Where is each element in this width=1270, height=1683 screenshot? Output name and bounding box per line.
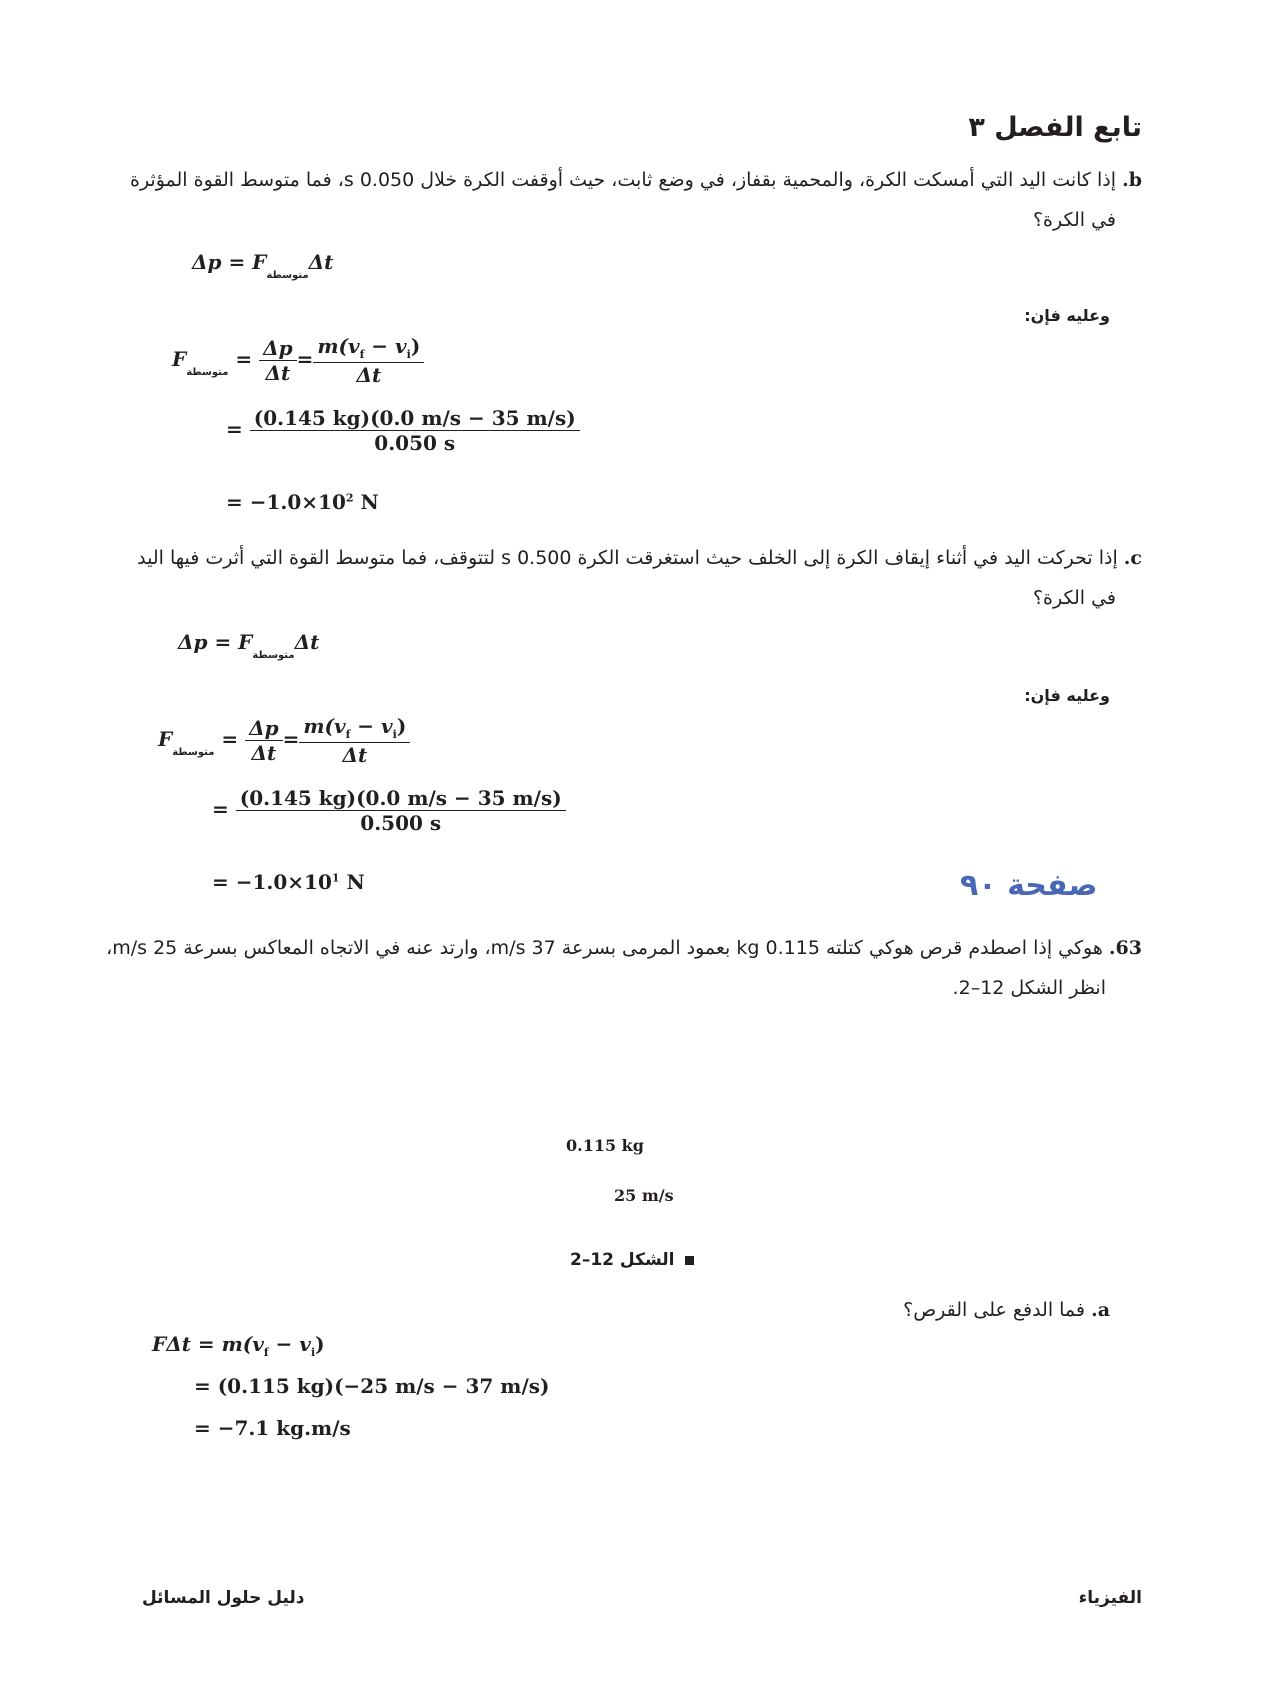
- part-c-result-unit: N: [339, 870, 365, 894]
- part-a-eq1-sub-f: f: [263, 1346, 269, 1359]
- part-b-fraction-dp-dt: [259, 336, 297, 385]
- part-b-frac2-num: m(v: [317, 334, 360, 358]
- part-b-frac2-den: Δt: [356, 363, 382, 387]
- problem-63-question: [102, 928, 1142, 1008]
- part-b-eq1-rhs: Δt: [308, 250, 334, 274]
- part-a-eq1-mid: − v: [268, 1332, 311, 1356]
- part-c-result-exp: 1: [331, 871, 340, 885]
- part-a-eq1-end: ): [315, 1332, 325, 1356]
- part-c-substitution-fraction: [236, 786, 566, 835]
- problem-63-number: 63.: [1108, 937, 1142, 959]
- part-c-momentum-equation: [178, 630, 320, 661]
- part-c-question-line2: في الكرة؟: [1032, 587, 1116, 609]
- figure-mass-label: 0.115 kg: [566, 1136, 644, 1155]
- part-c-frac2-num: m(v: [303, 714, 346, 738]
- part-b-question-line2: في الكرة؟: [1032, 209, 1116, 231]
- part-a-letter: a.: [1091, 1299, 1110, 1321]
- part-b-therefore: وعليه فإن:: [1024, 306, 1110, 325]
- part-c-eq1-rhs: Δt: [294, 630, 320, 654]
- part-c-frac2-den: Δt: [342, 743, 368, 767]
- part-c-eq2-F: F: [158, 727, 173, 751]
- part-b-eq1-lhs: Δp = F: [192, 250, 267, 274]
- part-b-substitution-fraction: [250, 406, 580, 455]
- part-b-eq2-F: F: [172, 347, 187, 371]
- part-b-frac1-den: Δt: [265, 361, 291, 385]
- part-c-frac2-end: ): [396, 714, 407, 738]
- part-c-frac2-mid: − v: [350, 714, 393, 738]
- part-c-therefore: وعليه فإن:: [1024, 686, 1110, 705]
- part-a-eq1: FΔt = m(v: [152, 1332, 264, 1356]
- part-b-result-exp: 2: [345, 491, 354, 505]
- part-c-result-value: = −1.0×10: [212, 870, 332, 894]
- part-b-frac2-mid: − v: [364, 334, 407, 358]
- part-b-eq3-num: (0.145 kg)(0.0 m/s − 35 m/s): [250, 406, 580, 431]
- part-c-eq3-den: 0.500 s: [360, 811, 442, 835]
- caption-square-icon: [685, 1256, 694, 1265]
- part-c-result: [212, 870, 365, 894]
- part-b-question: [117, 160, 1142, 240]
- part-c-question-line1: إذا تحركت اليد في أثناء إيقاف الكرة إلى الخلف حيث استغرقت الكرة 0.500 s لتتوقف، فما متوسط القوة التي أثرت فيها اليد: [137, 547, 1118, 569]
- part-c-frac2-sub-f: f: [345, 728, 351, 741]
- part-c-substitution: = $\frac{(0.145 kg)(0.0 m/s - 35 m/s)}{0.500 s}$: [212, 786, 566, 835]
- part-c-question: [117, 538, 1142, 618]
- part-b-eq2-sub: متوسطة: [186, 367, 229, 378]
- part-b-frac1-num: Δp: [263, 336, 293, 360]
- part-c-eq3-num: (0.145 kg)(0.0 m/s − 35 m/s): [236, 786, 566, 811]
- part-b-frac2-sub-i: i: [406, 348, 411, 361]
- part-a-question: [710, 1290, 1110, 1330]
- part-b-eq1-sub: متوسطة: [266, 270, 309, 281]
- part-b-question-line1: إذا كانت اليد التي أمسكت الكرة، والمحمية بقفاز، في وضع ثابت، حيث أوقفت الكرة خلال 0.050 s، فما متوسط القوة المؤثرة: [129, 169, 1117, 191]
- part-b-frac2-sub-f: f: [359, 348, 365, 361]
- part-a-impulse-equation: [152, 1332, 325, 1359]
- part-b-force-equation: $F_{متوسطة}$ = $\frac{\Delta p}{\Delta t}$ = $\frac{m(v_f - v_i)}{\Delta t}$: [172, 334, 424, 387]
- part-b-fraction-m-dv: [313, 334, 424, 387]
- part-b-result: [226, 490, 379, 514]
- footer-guide-title: دليل حلول المسائل: [142, 1588, 305, 1608]
- problem-63-line1: هوكي إذا اصطدم قرص هوكي كتلته 0.115 kg بعمود المرمى بسرعة 37 m/s، وارتد عنه في الاتجاه المعاكس بسرعة 25 m/s،: [106, 937, 1103, 959]
- chapter-header: تابع الفصل ٣: [968, 112, 1142, 143]
- part-b-substitution: = $\frac{(0.145 kg)(0.0 m/s - 35 m/s)}{0.050 s}$: [226, 406, 580, 455]
- part-c-letter: c.: [1123, 547, 1142, 569]
- part-b-eq3-den: 0.050 s: [374, 431, 456, 455]
- part-a-substitution: = (0.115 kg)(−25 m/s − 37 m/s): [194, 1374, 550, 1398]
- figure-caption-text: الشكل 12–2: [570, 1250, 675, 1270]
- part-c-frac1-num: Δp: [249, 716, 279, 740]
- part-b-letter: b.: [1122, 169, 1142, 191]
- part-c-eq2-sub: متوسطة: [172, 747, 215, 758]
- part-c-force-equation: $F_{متوسطة}$ = $\frac{\Delta p}{\Delta t}$ = $\frac{m(v_f - v_i)}{\Delta t}$: [158, 714, 410, 767]
- part-a-result: = −7.1 kg.m/s: [194, 1416, 351, 1440]
- footer-subject: الفيزياء: [1078, 1588, 1142, 1608]
- page-number-label: صفحة ٩٠: [960, 868, 1098, 903]
- part-b-frac2-end: ): [410, 334, 421, 358]
- figure-speed-label: 25 m/s: [614, 1186, 674, 1205]
- part-c-frac1-den: Δt: [251, 741, 277, 765]
- figure-caption: [570, 1250, 694, 1270]
- part-c-fraction-dp-dt: [245, 716, 283, 765]
- part-b-momentum-equation: [192, 250, 334, 281]
- problem-63-line2: انظر الشكل 12–2.: [952, 977, 1106, 999]
- part-c-eq1-lhs: Δp = F: [178, 630, 253, 654]
- part-b-result-value: = −1.0×10: [226, 490, 346, 514]
- part-b-result-unit: N: [353, 490, 379, 514]
- part-c-frac2-sub-i: i: [392, 728, 397, 741]
- part-a-question-text: فما الدفع على القرص؟: [903, 1299, 1086, 1321]
- part-a-eq1-sub-i: i: [310, 1346, 316, 1359]
- part-c-fraction-m-dv: [299, 714, 410, 767]
- part-c-eq1-sub: متوسطة: [252, 650, 295, 661]
